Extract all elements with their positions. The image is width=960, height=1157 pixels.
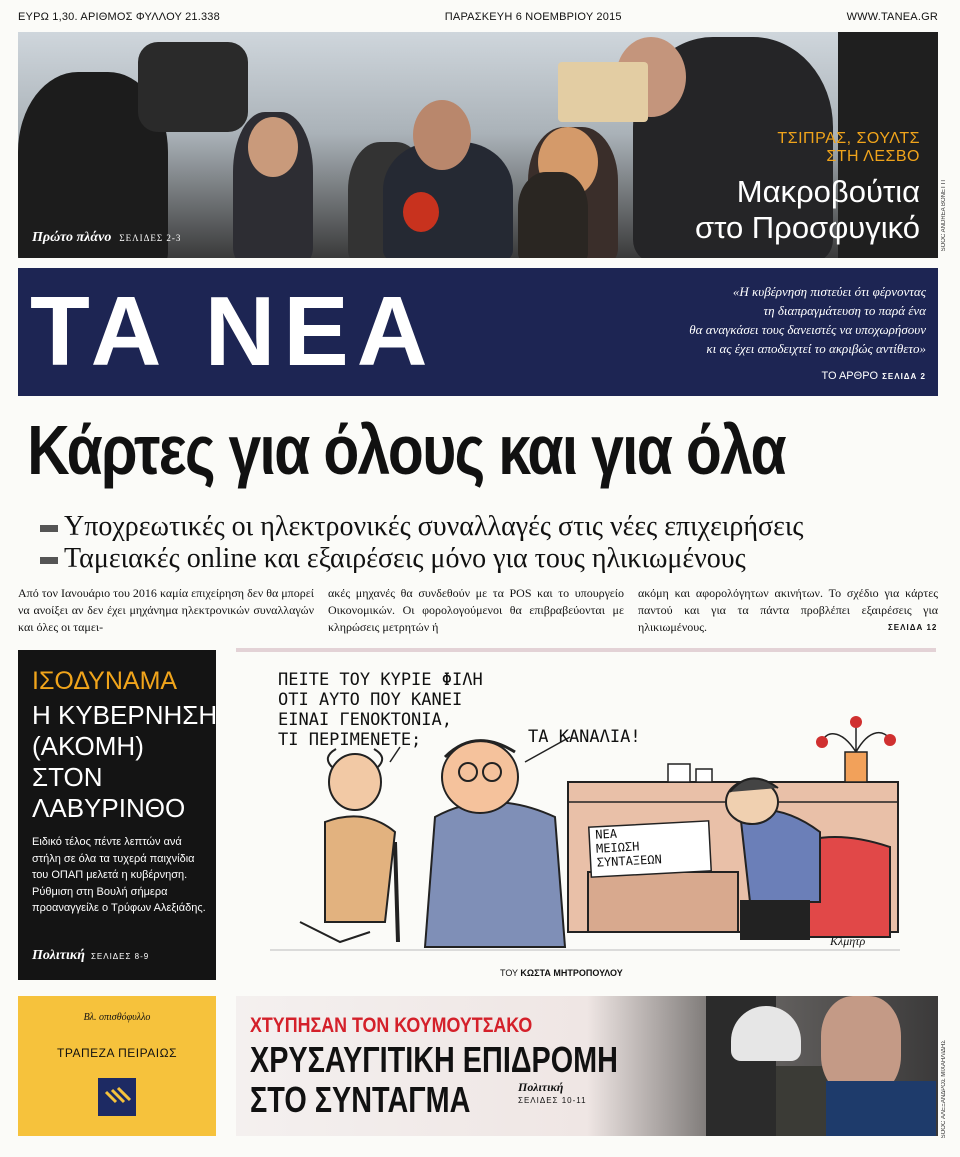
bottom-photo-credit: SOOC ΑΛΕΞΑΝΔΡΟΣ ΜΙΧΑΗΛΙΔΗΣ [941, 1040, 947, 1139]
hero-title[interactable] [695, 174, 920, 246]
hero-title-line: Μακροβούτια [736, 174, 920, 209]
cartoon [270, 672, 900, 962]
quote-page: ΣΕΛΙΔΑ 2 [882, 372, 926, 381]
price-issue: ΕΥΡΩ 1,30. ΑΡΙΘΜΟΣ ΦΥΛΛΟΥ 21.338 [18, 11, 220, 23]
sidebox-title-line: Η ΚΥΒΕΡΝΗΣΗ [32, 700, 218, 730]
hero-photo-credit: SOOC ANDREA BONETTI [941, 180, 947, 252]
website-link[interactable]: WWW.TANEA.GR [846, 11, 938, 23]
cartoon-speech-line: ΕΙΝΑΙ ΓΕΝΟΚΤΟΝΙΑ, [278, 710, 452, 730]
hero-section-label: Πρώτο πλάνο [32, 230, 112, 245]
editorial-quote [689, 282, 926, 358]
dash-bullet [40, 557, 58, 564]
subheadline-text: Υποχρεωτικές οι ηλεκτρονικές συναλλαγές στις νέες επιχειρήσεις [64, 511, 804, 542]
sidebox-pages: ΣΕΛΙΔΕΣ 8-9 [90, 952, 150, 961]
credit-prefix: ΤΟΥ [500, 968, 518, 978]
lead-page-ref: ΣΕΛΙΔΑ 12 [888, 623, 938, 632]
hero-kicker [777, 130, 920, 166]
sidebox-kicker: ΙΣΟΔΥΝΑΜΑ [32, 667, 178, 695]
bottom-story-pages: ΣΕΛΙΔΕΣ 10-11 [518, 1096, 587, 1105]
cartoon-speech-bubble [278, 670, 483, 750]
lead-column-1: Από τον Ιανουάριο του 2016 καμία επιχείρηση δεν θα μπορεί να ανοίξει αν δεν έχει μηχάνημα ηλεκτρονικών συναλλαγών και όλες οι ταμει- [18, 586, 314, 634]
hero-title-line: στο Προσφυγικό [695, 210, 920, 245]
bottom-title-line: ΣΤΟ ΣΥΝΤΑΓΜΑ [250, 1079, 471, 1120]
bottom-story-section: Πολιτική [518, 1080, 564, 1094]
dash-bullet [40, 525, 58, 532]
newspaper-logo[interactable]: ΤΑ ΝΕΑ [30, 276, 436, 386]
lead-subheadline [40, 511, 803, 543]
cartoon-paper-line: ΝΕΑ [594, 826, 618, 842]
sidebox-text: Ειδικό τέλος πέντε λεπτών ανά στήλη σε όλα τα τυχερά παιχνίδια του ΟΠΑΠ μελετά η κυβέρνηση. Ρύθμιση στη Βουλή σήμερα προαναγγείλε ο Τρύφων Αλεξιάδης. [32, 836, 206, 914]
divider [236, 648, 936, 652]
cartoon-speech-line: ΠΕΙΤΕ ΤΟΥ ΚΥΡΙΕ ΦΙΛΗ [278, 670, 483, 690]
hero-pages: ΣΕΛΙΔΕΣ 2-3 [119, 233, 182, 243]
hero-kicker-line: ΤΣΙΠΡΑΣ, ΣΟΥΛΤΣ [777, 130, 920, 147]
quote-line: τη διαπραγμάτευση το παρά ένα [763, 303, 926, 318]
ad-note: Βλ. οπισθόφυλλο [83, 1012, 151, 1023]
sidebox-section: Πολιτική [32, 948, 85, 963]
cartoonist-name: ΚΩΣΤΑ ΜΗΤΡΟΠΟΥΛΟΥ [520, 968, 623, 978]
cartoon-paper-text [595, 824, 662, 869]
hero-caption [32, 230, 181, 246]
bank-logo-icon [98, 1078, 136, 1116]
quote-line: θα αναγκάσει τους δανειστές να υποχωρήσουν [689, 322, 926, 337]
bottom-title-line: ΧΡΥΣΑΥΓΙΤΙΚΗ ΕΠΙΔΡΟΜΗ [250, 1039, 618, 1080]
cartoon-paper-line: ΜΕΙΩΣΗ [595, 839, 640, 856]
sidebox-title-line: ΛΑΒΥΡΙΝΘΟ [32, 793, 186, 823]
cartoon-speech-line: ΤΙ ΠΕΡΙΜΕΝΕΤΕ; [278, 730, 422, 750]
quote-line: «Η κυβέρνηση πιστεύει ότι φέρνοντας [732, 284, 926, 299]
lead-column-3-text: ακόμη και αφορολόγητων ακινήτων. Το σχέδιο για κάρτες παντού και για τα πάντα προβλέπει εξαιρέσεις για ηλικιωμένους. [638, 586, 938, 634]
cartoon-speech-line: ΟΤΙ ΑΥΤΟ ΠΟΥ ΚΑΝΕΙ [278, 690, 463, 710]
hero-kicker-line: ΣΤΗ ΛΕΣΒΟ [826, 148, 920, 165]
quote-line: κι ας έχει αποδειχτεί το ακριβώς αντίθετο» [706, 341, 926, 356]
cartoon-signature: Κλμητρ [830, 934, 866, 948]
sidebox-title-line: ΣΤΟΝ [32, 762, 103, 792]
bottom-story-ref [518, 1080, 587, 1108]
cartoon-credit [500, 968, 623, 978]
bottom-story-kicker: ΧΤΥΠΗΣΑΝ ΤΟΝ ΚΟΥΜΟΥΤΣΑΚΟ [250, 1014, 533, 1037]
lead-headline[interactable]: Κάρτες για όλους και για όλα [27, 411, 785, 489]
subheadline-text: Ταμειακές online και εξαιρέσεις μόνο για τους ηλικιωμένους [64, 543, 746, 574]
lead-subheadline [40, 543, 746, 575]
quote-ref-label: ΤΟ ΑΡΘΡΟ [821, 370, 879, 382]
issue-date: ΠΑΡΑΣΚΕΥΗ 6 ΝΟΕΜΒΡΙΟΥ 2015 [444, 11, 622, 23]
sidebox-title-line: (ΑΚΟΜΗ) [32, 731, 144, 761]
sidebox-ref [32, 948, 149, 964]
bank-name: ΤΡΑΠΕΖΑ ΠΕΙΡΑΙΩΣ [57, 1046, 177, 1060]
top-bar [18, 8, 938, 26]
cartoon-paper-line: ΣΥΝΤΑΞΕΩΝ [596, 852, 663, 870]
quote-reference [821, 370, 926, 382]
cartoon-reply: ΤΑ ΚΑΝΑΛΙΑ! [528, 727, 641, 747]
sidebox-title [32, 700, 217, 824]
lead-column-2: ακές μηχανές θα συνδεθούν με τα POS και το υπουργείο Οικονομικών. Οι φορολογούμενοι θα επιβραβεύονται με κληρώσεις μετρητών ή [328, 586, 624, 634]
